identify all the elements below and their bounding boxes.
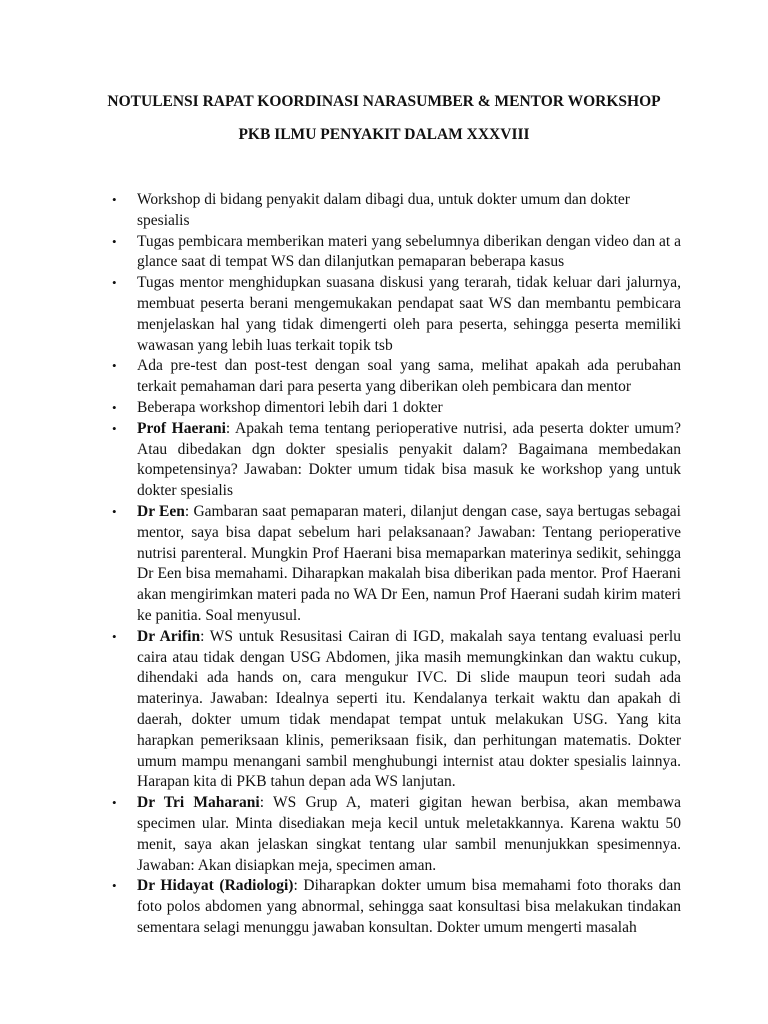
- document-subtitle: PKB ILMU PENYAKIT DALAM XXXVIII: [238, 126, 530, 143]
- list-item: [111, 398, 681, 419]
- document-title: NOTULENSI RAPAT KOORDINASI NARASUMBER & MENTOR WORKSHOP: [107, 93, 661, 110]
- item-text: Beberapa workshop dimentori lebih dari 1 dokter: [137, 398, 443, 416]
- item-text: : Diharapkan dokter umum bisa memahami foto thoraks dan foto polos abdomen yang abnormal, sehingga saat konsultasi bisa melakukan tindakan sementara selagi menunggu jawaban konsultan. Dokter umum mengerti masalah: [137, 877, 681, 936]
- bullet-icon: •: [112, 233, 117, 249]
- minutes-list: [111, 190, 681, 939]
- bullet-icon: •: [112, 795, 117, 811]
- speaker-name: Dr Tri Maharani: [137, 794, 260, 812]
- list-item: [111, 190, 681, 232]
- speaker-name: Prof Haerani: [137, 419, 226, 437]
- bullet-icon: •: [112, 878, 117, 894]
- speaker-name: Dr Hidayat (Radiologi): [137, 877, 294, 895]
- bullet-icon: •: [112, 358, 117, 374]
- list-item: [111, 356, 681, 398]
- item-text: Ada pre-test dan post-test dengan soal yang sama, melihat apakah ada perubahan terkait pemahaman dari para peserta yang diberikan oleh pembicara dan mentor: [137, 357, 681, 396]
- item-text: Workshop di bidang penyakit dalam dibagi dua, untuk dokter umum dan dokter spesialis: [137, 191, 630, 229]
- item-text: : WS untuk Resusitasi Cairan di IGD, makalah saya tentang evaluasi perlu caira atau tidak dengan USG Abdomen, jika masih memungkinkan dan waktu cukup, dihendaki ada hands on, cara mengukur IVC. Di slide maupun teori sudah ada materinya. Jawaban: Idealnya seperti itu. Kendalanya terkait waktu dan apakah di daerah, dokter umum tidak mendapat tempat untuk melakukan USG. Yang kita harapkan pemeriksaan klinis, pemeriksaan fisik, dan perhitungan matematis. Dokter umum mampu menangani sambil menghubungi internist atau dokter spesialis lainnya. Harapan kita di PKB tahun depan ada WS lanjutan.: [137, 627, 681, 791]
- item-text: : Gambaran saat pemaparan materi, dilanjut dengan case, saya bertugas sebagai mentor, saya bisa dapat sebelum hari pelaksanaan? Jawaban: Tentang perioperative nutrisi parenteral. Mungkin Prof Haerani bisa memaparkan materinya sedikit, sehingga Dr Een bisa memahami. Diharapkan makalah bisa diberikan pada mentor. Prof Haerani akan mengirimkan materi pada no WA Dr Een, namun Prof Haerani sudah kirim materi ke panitia. Soal menyusul.: [137, 502, 681, 624]
- item-text: Tugas mentor menghidupkan suasana diskusi yang terarah, tidak keluar dari jalurnya, membuat peserta berani mengemukakan pendapat saat WS dan membantu pembicara menjelaskan hal yang tidak dimengerti oleh para peserta, sehingga peserta memiliki wawasan yang lebih luas terkait topik tsb: [137, 274, 681, 354]
- item-text: : Apakah tema tentang perioperative nutrisi, ada peserta dokter umum? Atau dibedakan dgn dokter spesialis penyakit dalam? Bagaimana membedakan kompetensinya? Jawaban: Dokter umum tidak bisa masuk ke workshop yang untuk dokter spesialis: [137, 419, 681, 500]
- list-item: [111, 502, 681, 627]
- list-item: [111, 876, 681, 938]
- item-text: Tugas pembicara memberikan materi yang sebelumnya diberikan dengan video dan at a glance saat di tempat WS dan dilanjutkan pemaparan beberapa kasus: [137, 232, 681, 271]
- bullet-icon: •: [112, 399, 117, 415]
- list-item: [111, 627, 681, 793]
- bullet-icon: •: [112, 275, 117, 291]
- list-item: [111, 419, 681, 502]
- list-item: [111, 793, 681, 876]
- bullet-icon: •: [112, 628, 117, 644]
- list-item: [111, 232, 681, 274]
- bullet-icon: •: [112, 503, 117, 519]
- speaker-name: Dr Een: [137, 502, 185, 520]
- bullet-icon: •: [112, 192, 117, 207]
- item-text: : WS Grup A, materi gigitan hewan berbisa, akan membawa specimen ular. Minta disediakan meja kecil untuk meletakkannya. Karena waktu 50 menit, saya akan jelaskan singkat tentang ular sambil menunjukkan spesimennya. Jawaban: Akan disiapkan meja, specimen aman.: [137, 794, 681, 874]
- speaker-name: Dr Arifin: [137, 627, 201, 645]
- bullet-icon: •: [112, 420, 117, 436]
- list-item: [111, 273, 681, 356]
